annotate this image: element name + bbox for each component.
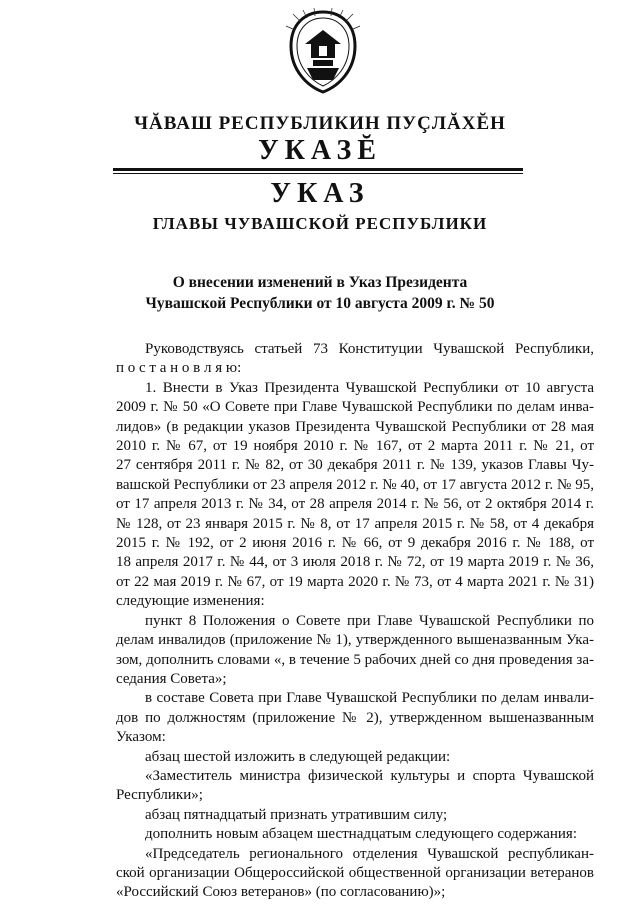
body-text-line: 2010 г. № 67, от 19 ноября 2010 г. № 167, от 2 марта 2011 г. № 21, от xyxy=(116,438,594,455)
body-text-line: абзац шестой изложить в следующей редакции: xyxy=(145,748,451,765)
body-text-line: «Председатель регионального отделения Чувашской республикан- xyxy=(145,845,594,862)
body-text-line: Указом: xyxy=(116,729,166,746)
body-text-line: 2015 г. № 192, от 2 июня 2016 г. № 66, от 9 декабря 2016 г. № 188, от xyxy=(116,535,594,552)
body-text-line: 2009 г. № 50 «О Совете при Главе Чувашской Республики по делам инва- xyxy=(116,399,594,416)
body-text-line: 1. Внести в Указ Президента Чувашской Республики от 10 августа xyxy=(145,379,594,396)
body-text-line: в составе Совета при Главе Чувашской Республики по делам инвали- xyxy=(145,690,594,707)
body-text-line: 27 сентября 2011 г. № 82, от 30 декабря 2011 г. № 139, указов Главы Чу- xyxy=(116,457,594,474)
body-text-line: лидов» (в редакции указов Президента Чувашской Республики от 28 мая xyxy=(116,418,594,435)
header-divider-thin xyxy=(113,173,523,174)
body-text-line: абзац пятнадцатый признать утратившим силу; xyxy=(145,806,448,823)
body-text-line: следующие изменения: xyxy=(116,593,265,610)
body-text-line: Руководствуясь статьей 73 Конституции Чувашской Республики, xyxy=(145,341,594,357)
document-title xyxy=(0,272,640,314)
body-text-line: Республики»; xyxy=(116,787,203,804)
body-text-line: от 17 апреля 2013 г. № 34, от 28 апреля 2014 г. № 56, от 2 октября 2014 г. xyxy=(116,496,594,513)
chuvash-header-line: ЧĂВАШ РЕСПУБЛИКИН ПУÇЛĂХĔН xyxy=(134,113,506,134)
russian-decree-title: УКАЗ xyxy=(270,178,370,209)
body-text-line: № 128, от 23 января 2015 г. № 8, от 17 апреля 2015 г. № 58, от 4 декабря xyxy=(116,515,594,532)
body-text-line: дополнить новым абзацем шестнадцатым следующего содержания: xyxy=(145,826,577,843)
document-body xyxy=(116,340,594,903)
header-divider xyxy=(113,168,523,171)
body-text-line: зом, дополнить словами «, в течение 5 рабочих дней со дня проведения за- xyxy=(116,651,594,668)
body-text-line: 18 апреля 2017 г. № 44, от 3 июля 2018 г. № 72, от 19 марта 2019 г. № 36, xyxy=(116,554,594,571)
body-text-line: ской организации Общероссийской общественной организации ветеранов xyxy=(116,864,594,881)
coat-of-arms-icon xyxy=(283,8,363,96)
body-text-line: «Российский Союз ветеранов» (по согласованию)»; xyxy=(116,884,446,901)
body-text-line: п о с т а н о в л я ю: xyxy=(116,360,242,377)
body-text-line: вашской Республики от 23 апреля 2012 г. № 40, от 17 августа 2012 г. № 95, xyxy=(116,476,594,493)
body-text-line: «Заместитель министра физической культуры и спорта Чувашской xyxy=(145,767,594,784)
body-text-line: пункт 8 Положения о Совете при Главе Чувашской Республики по xyxy=(145,612,594,629)
title-line: Чувашской Республики от 10 августа 2009 г. № 50 xyxy=(145,295,495,312)
body-text-line: от 22 мая 2019 г. № 67, от 19 марта 2020 г. № 73, от 4 марта 2021 г. № 31) xyxy=(116,573,594,590)
title-line: О внесении изменений в Указ Президента xyxy=(172,274,468,291)
body-text-line: дов по должностям (приложение № 2), утвержденном вышеназванным xyxy=(116,709,594,726)
body-text-line: делам инвалидов (приложение № 1), утвержденного вышеназванным Ука- xyxy=(116,632,594,649)
russian-header-line: ГЛАВЫ ЧУВАШСКОЙ РЕСПУБЛИКИ xyxy=(152,214,488,233)
chuvash-decree-title: УКАЗĔ xyxy=(258,135,382,166)
body-text-line: седания Совета»; xyxy=(116,670,227,687)
